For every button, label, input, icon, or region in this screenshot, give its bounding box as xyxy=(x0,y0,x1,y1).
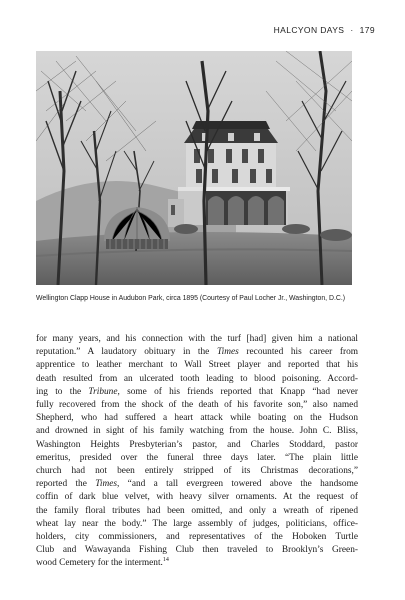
body-line: emeritus, presided over the funeral three days later. “The plain little xyxy=(36,452,358,463)
body-line: Shepherd, who had suffered a heart attack while boating on the Hudson xyxy=(36,413,358,424)
body-line: and drowned in sight of his family watching from the house. John C. Bliss, xyxy=(36,426,358,437)
body-line: reputation.” A laudatory obituary in the Times recounted his career from xyxy=(36,347,359,358)
body-text xyxy=(36,333,358,571)
body-line: death resulted from an ulcerated tooth leading to blood poisoning. Accord- xyxy=(36,373,358,384)
body-line: Washington Heights Presbyterian’s pastor, and Charles Stoddard, pastor xyxy=(36,439,358,450)
running-head xyxy=(274,25,375,35)
body-line: wheat lay near the body.” The large assembly of judges, politicians, office- xyxy=(36,518,358,529)
house-photograph xyxy=(36,51,352,285)
body-line: holders, city commissioners, and representatives of the Hoboken Turtle xyxy=(36,532,358,543)
running-head-separator: · xyxy=(350,25,354,35)
body-line: for many years, and his connection with the turf [had] given him a national xyxy=(36,334,358,344)
body-line: Club and Wawayanda Fishing Club then traveled to Brooklyn’s Green- xyxy=(36,545,358,556)
running-title: HALCYON DAYS xyxy=(273,25,345,35)
footnote-reference: 14 xyxy=(162,557,169,564)
body-line: wood Cemetery for the interment.$^{14}$ xyxy=(36,557,169,569)
body-line: church had not been entirely stripped of its Christmas decorations,” xyxy=(36,466,358,477)
photograph-image xyxy=(36,51,352,285)
body-paragraph xyxy=(36,333,358,571)
figure-caption: Wellington Clapp House in Audubon Park, circa 1895 (Courtesy of Paul Locher Jr., Washington, D.C.) xyxy=(36,295,346,302)
body-line: ing to the Tribune, some of his friends reported that Knapp “had never xyxy=(36,386,358,397)
page-number: 179 xyxy=(359,25,375,35)
body-line: reported the Times, “and a tall evergreen towered above the handsome xyxy=(36,479,359,490)
body-line: the family floral tributes had been omitted, and only a wreath of ripened xyxy=(36,505,358,516)
body-line: fully recovered from the shock of the death of his favorite son,” also named xyxy=(36,400,358,411)
body-line: apprentice to leather merchant to Wall Street player and reported that his xyxy=(36,360,358,371)
body-line: coffin of dark blue velvet, with heavy silver ornaments. At the request of xyxy=(36,492,358,503)
